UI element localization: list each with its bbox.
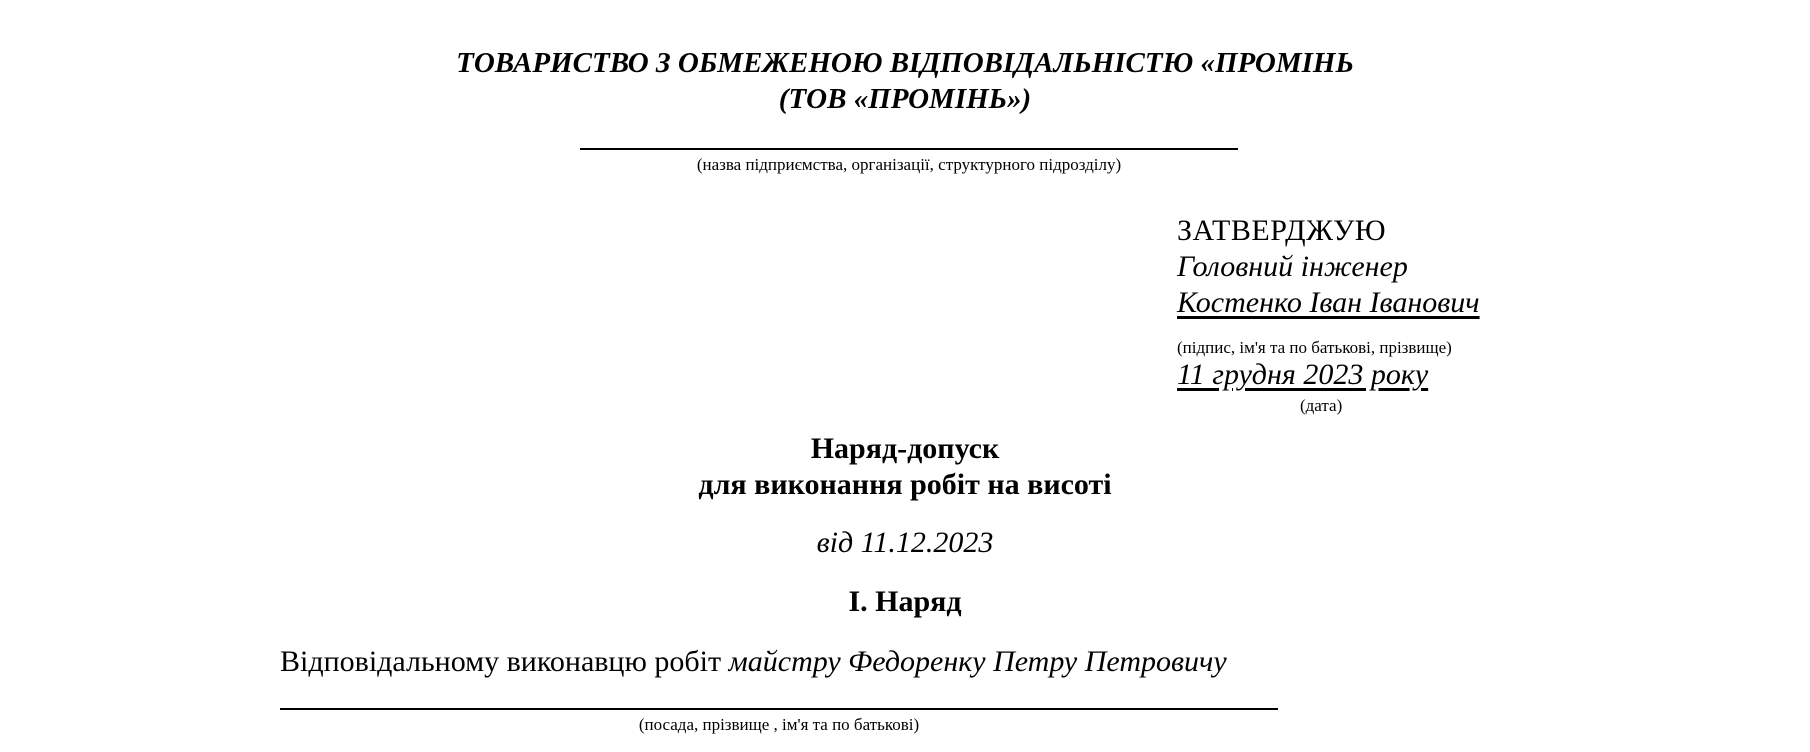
document-date: від 11.12.2023 [816, 526, 994, 559]
approval-date-caption: (дата) [1300, 396, 1343, 415]
assignee-line [280, 645, 1227, 679]
approver-role: Головний інженер [1177, 250, 1408, 283]
approval-title: ЗАТВЕРДЖУЮ [1177, 214, 1387, 247]
organization-underline [580, 148, 1238, 150]
assignee-caption: (посада, прізвище , ім'я та по батькові) [638, 715, 920, 734]
assignee-label: Відповідальному виконавцю робіт [280, 645, 729, 678]
organization-short-name: (ТОВ «ПРОМІНЬ») [778, 83, 1032, 115]
signature-caption: (підпис, ім'я та по батькові, прізвище) [1177, 338, 1452, 357]
approval-date: 11 грудня 2023 року [1177, 358, 1429, 391]
section-heading: І. Наряд [848, 585, 962, 618]
organization-caption: (назва підприємства, організації, структурного підрозділу) [696, 155, 1122, 174]
assignee-value: майстру Федоренку Петру Петровичу [728, 645, 1227, 678]
assignee-underline [280, 708, 1278, 710]
document-subtitle: для виконання робіт на висоті [698, 468, 1112, 501]
organization-full-name: ТОВАРИСТВО З ОБМЕЖЕНОЮ ВІДПОВІДАЛЬНІСТЮ «ПРОМІНЬ [456, 47, 1354, 79]
document-title: Наряд-допуск [810, 432, 1000, 465]
approver-name: Костенко Іван Іванович [1177, 286, 1480, 319]
